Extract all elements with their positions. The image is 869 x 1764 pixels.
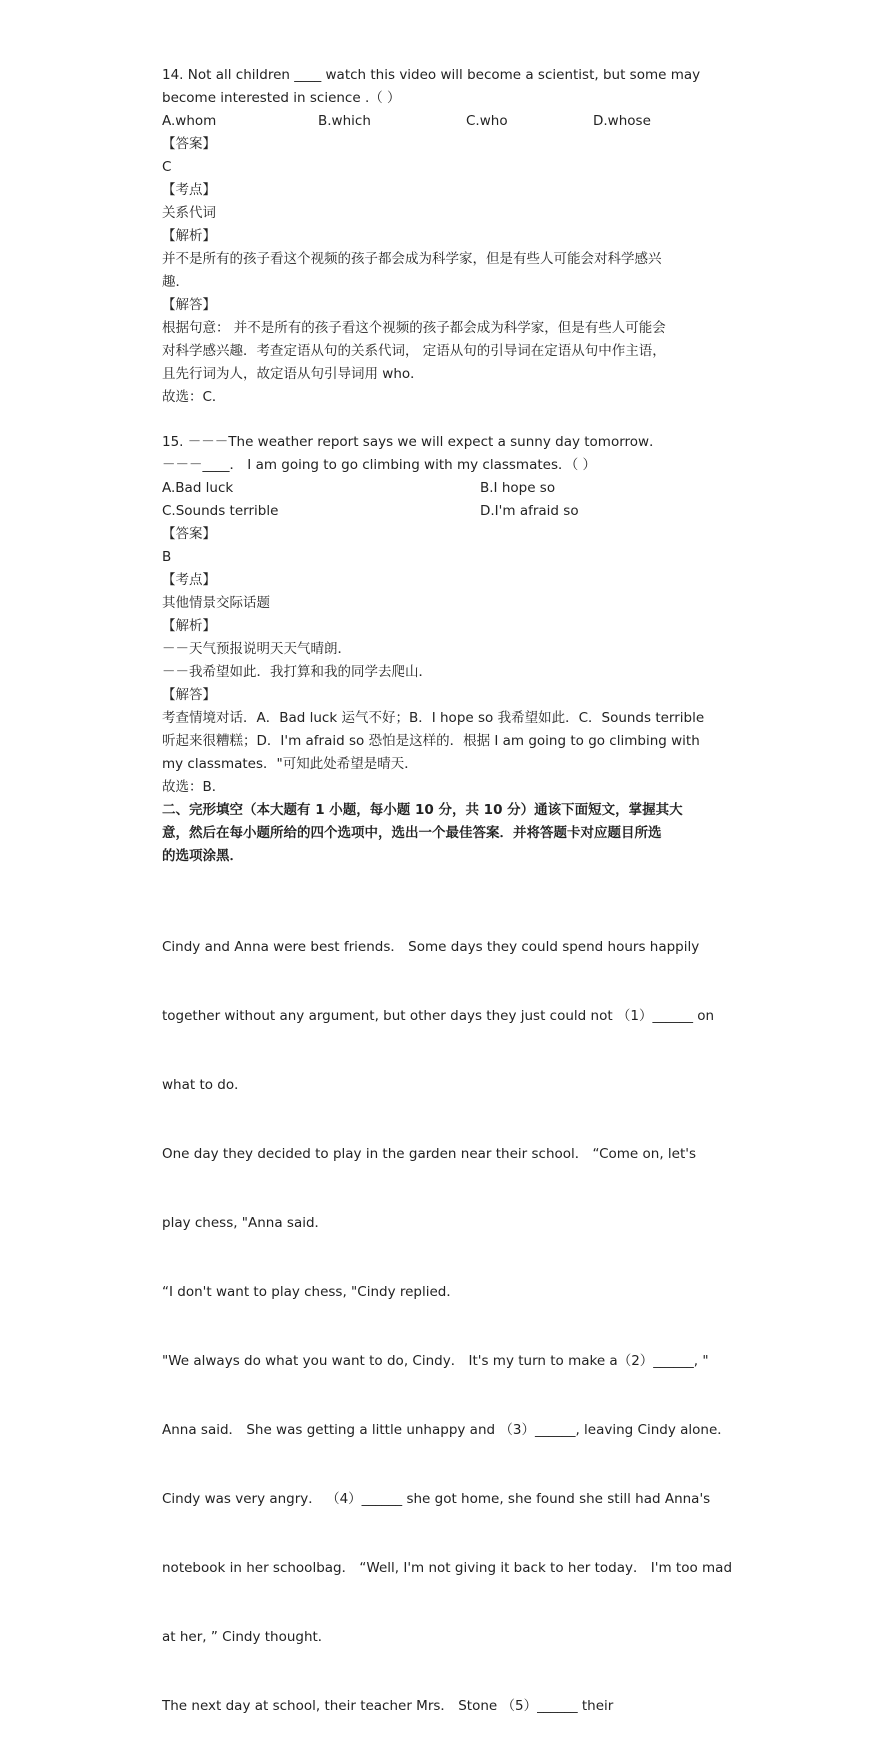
analysis-text: 并不是所有的孩子看这个视频的孩子都会成为科学家，但是有些人可能会对科学感兴 (162, 251, 662, 267)
section-heading-text: 二、完形填空（本大题有 1 小题，每小题 10 分，共 10 分）通该下面短文，掌握其大 (162, 802, 683, 818)
point-value: 其他情景交际话题 (162, 595, 270, 611)
solution-text: my classmates．"可知此处希望是晴天． (162, 756, 418, 772)
option-d: D.I'm afraid so (480, 503, 579, 519)
solution-label: 【解答】 (162, 297, 216, 313)
passage-line: at her, ” Cindy thought． (162, 1629, 332, 1645)
section-heading (162, 799, 742, 868)
options-row (162, 500, 742, 523)
choose-text: 故选：B． (162, 779, 226, 795)
passage-line: play chess, "Anna said． (162, 1215, 329, 1231)
passage-line: One day they decided to play in the garden near their school． “Come on, let's (162, 1146, 696, 1162)
analysis-text: －－天气预报说明天天气晴朗． (162, 641, 351, 657)
option-b: B.I hope so (480, 480, 556, 496)
solution-text: 根据句意： 并不是所有的孩子看这个视频的孩子都会成为科学家，但是有些人可能会 (162, 320, 666, 336)
option-a: A.Bad luck (162, 480, 234, 496)
solution-label: 【解答】 (162, 687, 216, 703)
passage-line: "We always do what you want to do, Cindy． It's my turn to make a（2）______, " (162, 1353, 709, 1369)
option-d: D.whose (593, 113, 651, 129)
analysis-text: －－我希望如此．我打算和我的同学去爬山． (162, 664, 432, 680)
question-text: 15. －－－The weather report says we will expect a sunny day tomorrow． (162, 434, 663, 450)
passage-line: Anna said． She was getting a little unhappy and （3）______, leaving Cindy alone． (162, 1422, 731, 1438)
passage-line: Cindy was very angry． （4）______ she got home, she found she still had Anna's (162, 1491, 711, 1507)
solution-text: 对科学感兴趣．考查定语从句的关系代词， 定语从句的引导词在定语从句中作主语， (162, 343, 666, 359)
option-c: C.who (466, 113, 508, 129)
solution-text: 且先行词为人，故定语从句引导词用 who． (162, 366, 424, 382)
spacer (162, 409, 742, 431)
passage-line: “I don't want to play chess, "Cindy replied． (162, 1284, 460, 1300)
answer-label: 【答案】 (162, 526, 216, 542)
passage-line: The next day at school, their teacher Mrs． Stone （5）______ their (162, 1698, 614, 1714)
question-15 (162, 431, 742, 799)
question-text: 14. Not all children ____ watch this video will become a scientist, but some may (162, 67, 701, 83)
answer-value: C (162, 159, 172, 175)
question-14 (162, 64, 742, 409)
passage-line: Cindy and Anna were best friends． Some days they could spend hours happily (162, 939, 700, 955)
option-b: B.which (318, 113, 371, 129)
choose-text: 故选：C． (162, 389, 226, 405)
analysis-label: 【解析】 (162, 228, 216, 244)
options-row (162, 477, 742, 500)
section-heading-text: 意，然后在每小题所给的四个选项中，选出一个最佳答案．并将答题卡对应题目所选 (162, 825, 662, 841)
solution-text: 考查情境对话．A．Bad luck 运气不好；B．I hope so 我希望如此．C．Sounds terrible (162, 710, 705, 726)
question-text: －－－____． I am going to go climbing with my classmates．（ ） (162, 457, 597, 473)
solution-text: 听起来很糟糕；D．I'm afraid so 恐怕是这样的．根据 I am going to go climbing with (162, 733, 700, 749)
spacer (162, 868, 742, 890)
options-row (162, 110, 742, 133)
document-page (162, 64, 742, 1764)
option-c: C.Sounds terrible (162, 503, 279, 519)
passage-line: together without any argument, but other days they just could not （1）______ on (162, 1008, 715, 1024)
answer-label: 【答案】 (162, 136, 216, 152)
passage-line: what to do． (162, 1077, 248, 1093)
point-label: 【考点】 (162, 572, 216, 588)
point-value: 关系代词 (162, 205, 216, 221)
passage-line: notebook in her schoolbag． “Well, I'm not giving it back to her today． I'm too mad (162, 1560, 733, 1576)
answer-value: B (162, 549, 172, 565)
point-label: 【考点】 (162, 182, 216, 198)
analysis-label: 【解析】 (162, 618, 216, 634)
cloze-passage (162, 890, 742, 1764)
analysis-text: 趣． (162, 274, 189, 290)
question-text: become interested in science .（ ） (162, 90, 401, 106)
section-heading-text: 的选项涂黑． (162, 848, 243, 864)
option-a: A.whom (162, 113, 217, 129)
